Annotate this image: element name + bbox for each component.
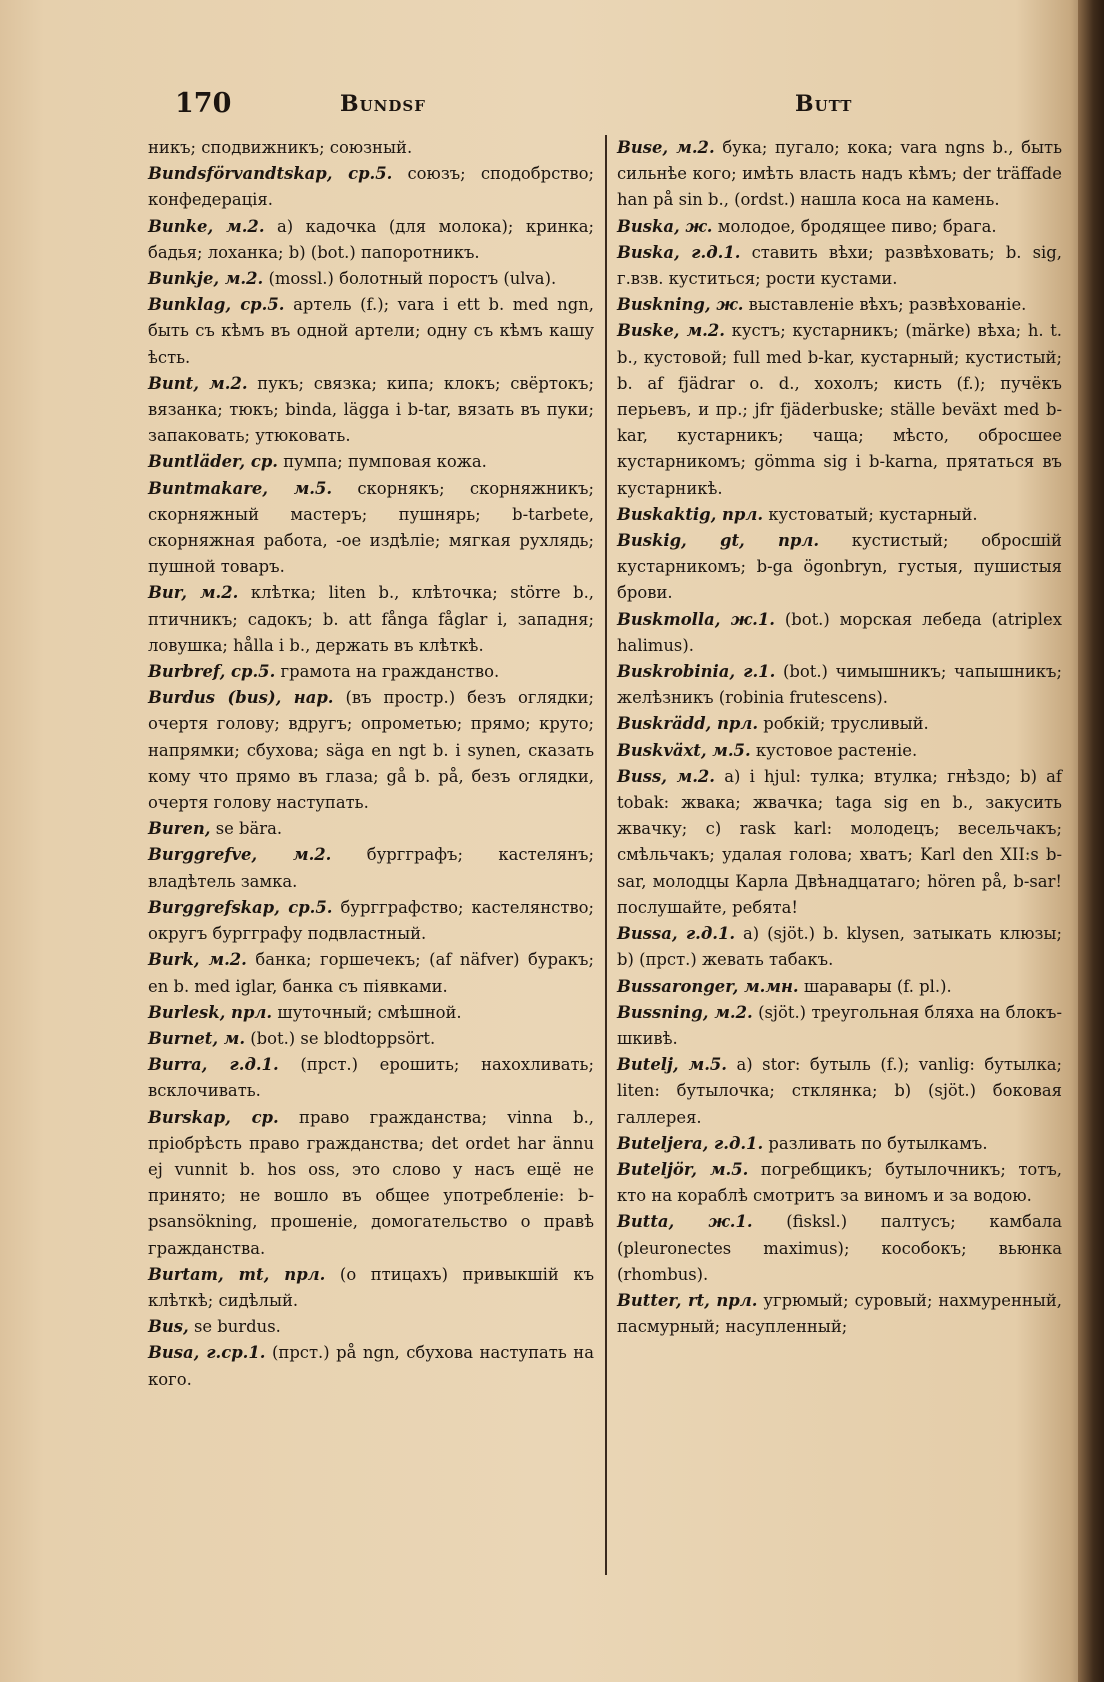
entry-headword: Burk, м.2. (148, 950, 247, 970)
dictionary-entry (148, 1105, 594, 1262)
dictionary-entry (148, 895, 594, 947)
entry-headword: Buskaktig, прл. (617, 504, 764, 524)
dictionary-entry (148, 842, 594, 894)
column-divider (605, 135, 607, 1575)
dictionary-entry (148, 1052, 594, 1104)
entry-definition: шуточный; смѣшной. (277, 1002, 462, 1022)
entry-definition: бургграфство; кастелянство; округъ бургграфу подвластный. (148, 897, 595, 944)
dictionary-entry (617, 1000, 1062, 1052)
dictionary-entry (617, 240, 1062, 292)
entry-headword: Buskig, gt, прл. (617, 531, 820, 551)
entry-definition: a) i hjul: тулка; втулка; гнѣздо; b) af tobak: жвака; жвачка; taga sig en b., закусить жвачку; c) rask karl: молодецъ; весельчакъ; смѣльчакъ; удалая голова; хватъ; Karl den XII:s b-sar, молодцы Карла Двѣнадцатаго; hören på, b-sar! послушайте, ребята! (617, 766, 1062, 917)
dictionary-entry (617, 1052, 1062, 1131)
dictionary-entry (617, 711, 1062, 737)
book-spine-shadow (1078, 0, 1104, 1682)
dictionary-entry (148, 449, 594, 475)
entry-headword: Buskmolla, ж.1. (617, 609, 775, 629)
dictionary-entry (148, 135, 594, 161)
dictionary-entry (617, 292, 1062, 318)
entry-definition: выставленіе вѣхъ; развѣхованіе. (748, 295, 1027, 315)
entry-headword: Bunkje, м.2. (148, 269, 264, 289)
entry-definition: погребщикъ; бутылочникъ; тотъ, кто на кораблѣ смотритъ за виномъ и за водою. (617, 1159, 1062, 1206)
entry-definition: пукъ; связка; кипа; клокъ; свёртокъ; вязанка; тюкъ; binda, lägga i b-tar, вязать въ пуки; запаковать; утюковать. (148, 373, 594, 446)
guide-word-left: Bundsf (340, 91, 426, 117)
entry-headword: Butta, ж.1. (617, 1212, 753, 1232)
dictionary-entry (148, 161, 594, 213)
entry-headword: Buteljör, м.5. (617, 1159, 749, 1179)
entry-definition: (mossl.) болотный поростъ (ulva). (268, 269, 557, 289)
dictionary-entry (617, 1288, 1062, 1340)
entry-definition: клѣтка; liten b., клѣточка; större b., птичникъ; садокъ; b. att fånga fåglar i, западня; ловушка; hålla i b., держать въ клѣткѣ. (148, 583, 594, 655)
entry-headword: Buskväxt, м.5. (617, 740, 751, 760)
entry-definition: (sjöt.) треугольная бляха на блокъ-шкивѣ. (617, 1002, 1063, 1048)
entry-definition: право гражданства; vinna b., пріобрѣсть право гражданства; det ordet har ännu ej vunnit b. hos oss, это слово у насъ ещё не принято; не вошло въ общее употребленіе: b-psansökning, прошеніе, домогательство о правѣ гражданства. (148, 1107, 594, 1258)
dictionary-entry (617, 764, 1062, 921)
entry-headword: Bussning, м.2. (617, 1002, 753, 1022)
dictionary-entry (148, 685, 594, 816)
entry-headword: Butelj, м.5. (617, 1055, 728, 1075)
entry-headword: Burdus (bus), нар. (148, 688, 334, 708)
entry-definition: кустоватый; кустарный. (768, 504, 978, 524)
entry-definition: грамота на гражданство. (280, 662, 500, 682)
dictionary-entry (617, 214, 1062, 240)
entry-definition: бука; пугало; кока; vara ngns b., быть сильнѣе кого; имѣть власть надъ кѣмъ; der träffade han på sin b., (ordst.) нашла коса на камень. (617, 138, 1062, 210)
entry-definition: (прст.) ерошить; нахохливать; всклочивать. (148, 1055, 594, 1101)
entry-headword: Buskrädd, прл. (617, 714, 759, 734)
entry-definition: (fisksl.) палтусъ; камбала (pleuronectes maximus); кособокъ; вьюнка (rhombus). (617, 1212, 1062, 1284)
entry-definition: кустовое растеніе. (755, 740, 918, 760)
entry-headword: Buss, м.2. (617, 766, 716, 786)
entry-definition: a) кадочка (для молока); кринка; бадья; лоханка; b) (bot.) папоротникъ. (148, 216, 594, 262)
dictionary-entry (148, 1000, 594, 1026)
entry-headword: Buske, м.2. (617, 321, 725, 341)
entry-headword: Bunt, м.2. (148, 373, 248, 393)
dictionary-entry (148, 659, 594, 685)
entry-headword: Buntläder, ср. (148, 452, 278, 472)
dictionary-entry (148, 1340, 594, 1392)
dictionary-entry (148, 1026, 594, 1052)
entry-definition: разливать по бутылкамъ. (768, 1133, 988, 1153)
entry-headword: Bussaronger, м.мн. (617, 976, 799, 996)
entry-definition: ставить вѣхи; развѣховать; b. sig, г.взв. куститься; рости кустами. (617, 242, 1062, 289)
right-column (617, 135, 1062, 1340)
entry-headword: Buse, м.2. (617, 138, 715, 157)
page-number: 170 (175, 88, 232, 119)
dictionary-entry (148, 580, 594, 659)
entry-headword: Burlesk, прл. (148, 1002, 273, 1022)
entry-definition: a) stor: бутыль (f.); vanlig: бутылка; liten: бутылочка; стклянка; b) (sjöt.) боковая галлерея. (617, 1055, 1062, 1127)
dictionary-entry (148, 947, 594, 999)
entry-headword: Bunke, м.2. (148, 216, 265, 236)
entry-headword: Bunklag, ср.5. (148, 295, 285, 315)
dictionary-entry (617, 659, 1062, 711)
entry-headword: Buntmakare, м.5. (148, 478, 333, 498)
entry-headword: Burggrefve, м.2. (148, 845, 332, 865)
entry-headword: Bundsförvandtskap, ср.5. (148, 164, 393, 184)
entry-definition: бургграфъ; кастелянъ; владѣтель замка. (148, 845, 594, 891)
entry-headword: Burggrefskap, ср.5. (148, 897, 333, 917)
dictionary-entry (148, 266, 594, 292)
entry-headword: Buska, ж. (617, 216, 713, 236)
entry-headword: Buska, г.д.1. (617, 242, 741, 262)
entry-definition: артель (f.); vara i ett b. med ngn, быть съ кѣмъ въ одной артели; одну съ кѣмъ кашу ѣсть. (148, 295, 594, 367)
dictionary-entry (617, 318, 1062, 501)
dictionary-entry (148, 1314, 594, 1340)
entry-definition: (bot.) чимышникъ; чапышникъ; желѣзникъ (robinia frutescens). (617, 662, 1062, 708)
dictionary-entry (148, 1262, 594, 1314)
entry-headword: Burtam, mt, прл. (148, 1264, 326, 1284)
entry-definition: se bära. (215, 819, 283, 839)
entry-definition: пумпа; пумповая кожа. (283, 452, 487, 472)
entry-headword: Burbref, ср.5. (148, 662, 276, 682)
entry-headword: Burnet, м. (148, 1028, 246, 1048)
dictionary-entry (617, 1131, 1062, 1157)
dictionary-entry (148, 371, 594, 450)
entry-definition: (прст.) på ngn, сбухова наступать на кого. (148, 1343, 594, 1389)
dictionary-entry (617, 607, 1062, 659)
page-header (0, 88, 1104, 128)
entry-definition: (bot.) se blodtoppsört. (250, 1028, 436, 1048)
entry-headword: Buren, (148, 819, 211, 839)
entry-definition: кустистый; обросшій кустарникомъ; b-ga ögonbryn, густыя, пушистыя брови. (617, 531, 1062, 603)
entry-definition: никъ; сподвижникъ; союзный. (148, 138, 413, 157)
dictionary-entry (148, 816, 594, 842)
entry-headword: Buskning, ж. (617, 295, 744, 315)
entry-headword: Buskrobinia, г.1. (617, 662, 776, 682)
entry-definition: скорнякъ; скорняжникъ; скорняжный мастеръ; пушнярь; b-tarbete, скорняжная работа, -ое издѣліе; мягкая рухлядь; пушной товаръ. (148, 478, 595, 577)
dictionary-entry (148, 292, 594, 371)
dictionary-entry (617, 921, 1062, 973)
entry-definition: (въ простр.) безъ оглядки; очертя голову; вдругъ; опрометью; прямо; круто; напрямки; сбухова; säga en ngt b. i synen, сказать кому что прямо въ глаза; gå b. på, безъ оглядки, очертя голову наступать. (148, 688, 594, 813)
entry-headword: Bus, (148, 1317, 189, 1337)
dictionary-entry (617, 974, 1062, 1000)
entry-headword: Buteljera, г.д.1. (617, 1133, 764, 1153)
entry-headword: Bur, м.2. (148, 583, 239, 603)
left-column (148, 135, 594, 1393)
dictionary-entry (148, 214, 594, 266)
dictionary-entry (617, 1157, 1062, 1209)
entry-definition: союзъ; сподобрство; конфедерація. (148, 164, 594, 210)
entry-definition: кустъ; кустарникъ; (märke) вѣха; h. t. b., кустовой; full med b-kar, кустарный; кустистый; b. af fjädrar o. d., хохолъ; кисть (f.); пучёкъ перьевъ, и пр.; jfr fjäderbuske; ställe beväxt med b-kar, кустарникъ; чаща; мѣсто, обросшее кустарникомъ; gömma sig i b-karna, прятаться въ кустарникѣ. (617, 321, 1062, 498)
entry-headword: Burra, г.д.1. (148, 1055, 279, 1075)
entry-definition: (о птицахъ) привыкшій къ клѣткѣ; сидѣлый. (148, 1264, 594, 1310)
dictionary-entry (617, 1209, 1062, 1288)
entry-definition: молодое, бродящее пиво; брага. (717, 216, 997, 236)
entry-definition: робкій; трусливый. (763, 714, 929, 734)
entry-headword: Bussa, г.д.1. (617, 924, 736, 944)
dictionary-entry (617, 135, 1062, 214)
entry-headword: Burskap, ср. (148, 1107, 279, 1127)
entry-definition: se burdus. (193, 1317, 281, 1337)
entry-definition: (bot.) морская лебеда (atriplex halimus). (617, 609, 1062, 655)
entry-headword: Busa, г.ср.1. (148, 1343, 266, 1363)
entry-headword: Butter, rt, прл. (617, 1290, 758, 1310)
entry-definition: a) (sjöt.) b. klysen, затыкать клюзы; b) (прст.) жевать табакъ. (617, 924, 1062, 970)
entry-definition: банка; горшечекъ; (af näfver) буракъ; en b. med iglar, банка съ піявками. (148, 950, 594, 996)
dictionary-entry (617, 738, 1062, 764)
dictionary-entry (617, 502, 1062, 528)
dictionary-entry (148, 476, 594, 581)
entry-definition: угрюмый; суровый; нахмуренный, пасмурный; насупленный; (617, 1290, 1062, 1337)
dictionary-entry (617, 528, 1062, 607)
guide-word-right: Butt (795, 91, 853, 117)
entry-definition: шаравары (f. pl.). (803, 976, 952, 996)
